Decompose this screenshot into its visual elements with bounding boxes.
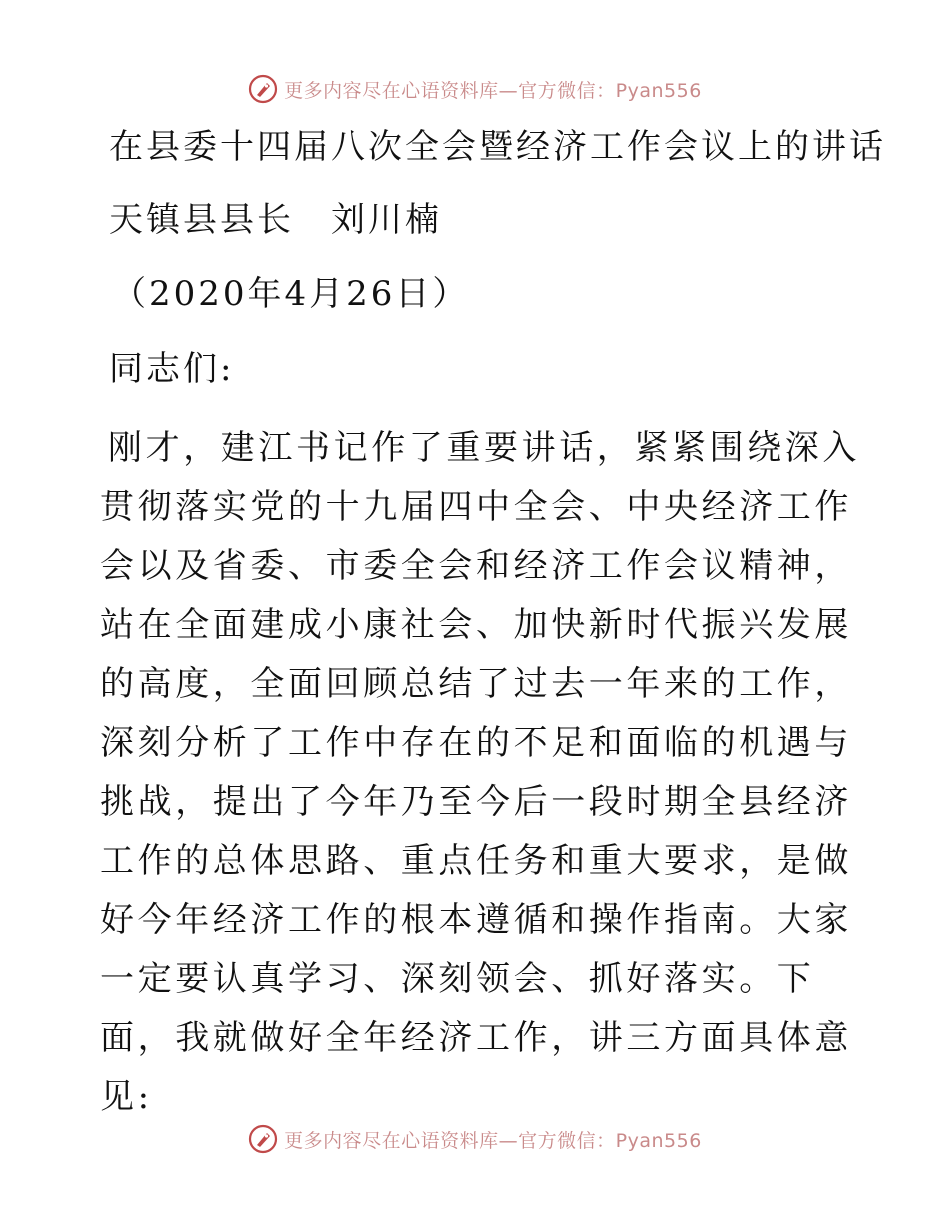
document-author: 天镇县县长 刘川楠 — [109, 200, 442, 240]
document-date: （2020年4月26日） — [112, 274, 470, 314]
watermark-text: 更多内容尽在心语资料库—官方微信：Pyan556 — [284, 79, 702, 102]
document-greeting: 同志们: — [109, 349, 235, 389]
pen-nib-logo-icon — [248, 1124, 278, 1154]
header-watermark — [0, 74, 950, 104]
footer-watermark — [0, 1124, 950, 1154]
watermark-text: 更多内容尽在心语资料库—官方微信：Pyan556 — [284, 1129, 702, 1152]
document-paragraph: 刚才，建江书记作了重要讲话，紧紧围绕深入贯彻落实党的十九届四中全会、中央经济工作会以及省委、市委全会和经济工作会议精神，站在全面建成小康社会、加快新时代振兴发展的高度，全面回顾总结了过去一年来的工作，深刻分析了工作中存在的不足和面临的机遇与挑战，提出了今年乃至今后一段时期全县经济工作的总体思路、重点任务和重大要求，是做好今年经济工作的根本遵循和操作指南。大家一定要认真学习、深刻领会、抓好落实。下面，我就做好全年经济工作，讲三方面具体意见: — [100, 428, 860, 1117]
pen-nib-logo-icon — [248, 74, 278, 104]
document-title: 在县委十四届八次全会暨经济工作会议上的讲话 — [109, 127, 886, 167]
